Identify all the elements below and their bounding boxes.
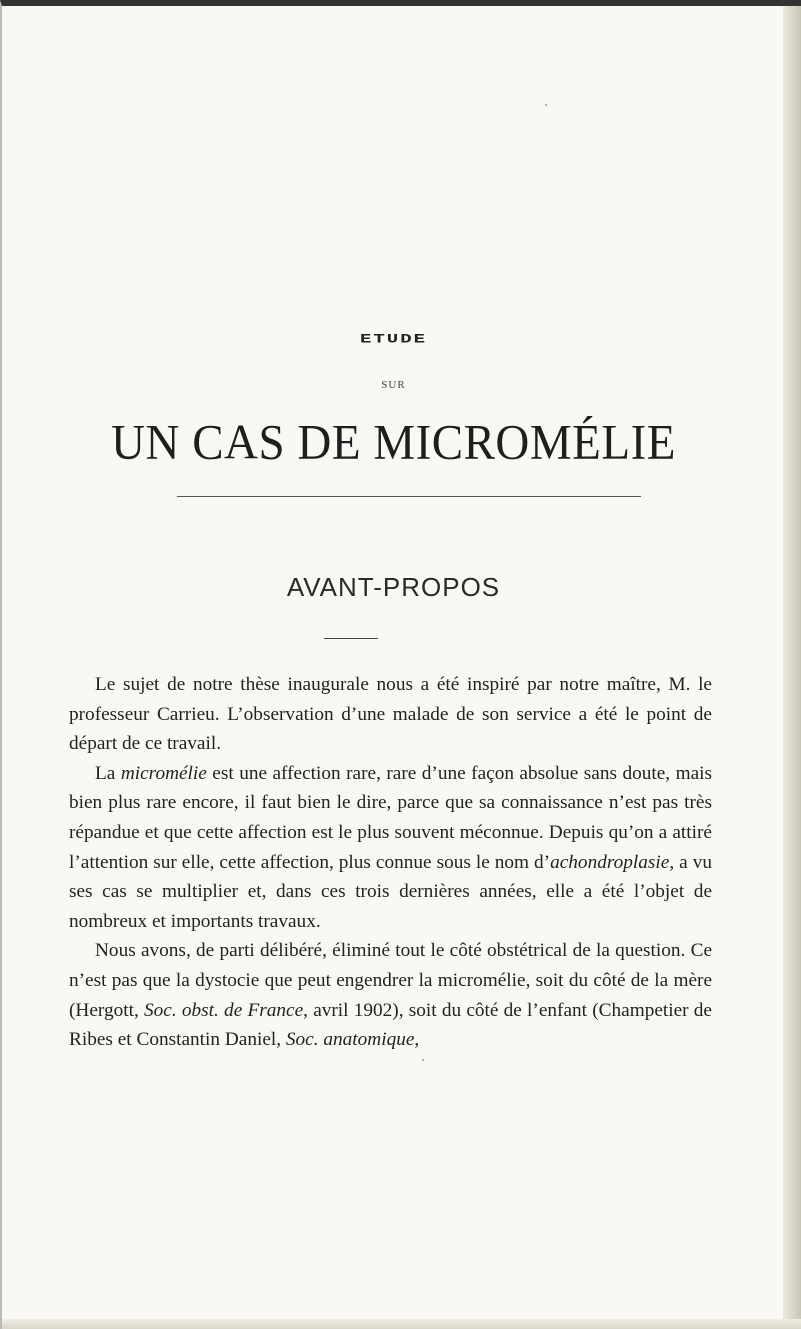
- italic-term: Soc. obst. de France: [144, 999, 304, 1021]
- italic-term: micromélie: [120, 762, 207, 784]
- text-run: est une affection rare, rare d’une façon absolue sans doute, mais bien plus rare encore, il faut bien le dire, parce que sa connaissance n’est pas très répandue et que cette affection est le plus souvent méconnue. Depuis qu’on a attiré l’attention sur elle, cette affection, plus connue sous le nom d’: [69, 762, 713, 873]
- body-text: [69, 670, 712, 1055]
- italic-term: achondroplasie: [550, 851, 670, 873]
- page-edge-shadow: [783, 6, 801, 1329]
- body-paragraph: [69, 670, 712, 759]
- text-run: La: [95, 762, 121, 784]
- section-divider: [324, 638, 378, 639]
- title-divider: [177, 496, 641, 497]
- body-paragraph: [69, 759, 712, 937]
- page-bottom-edge: [2, 1319, 801, 1329]
- paper-speck: [545, 104, 547, 106]
- heading-sur: SUR: [381, 379, 406, 391]
- heading-etude: ETUDE: [359, 331, 427, 347]
- text-run: , avril 1902), soit du côté de l’enfant (Champetier de Ribes et Constantin Daniel,: [69, 999, 712, 1051]
- text-run: Nous avons, de parti délibéré, éliminé tout le côté obstétrical de la question. Ce n’est pas que la dystocie que peut engendrer la micromélie, soit du côté de la mère (Hergott,: [69, 940, 712, 1021]
- paper-speck: [422, 1059, 424, 1061]
- body-paragraph: [69, 936, 712, 1054]
- section-title: AVANT-PROPOS: [286, 572, 501, 602]
- document-title: UN CAS DE MICROMÉLIE: [111, 415, 676, 471]
- text-run: Le sujet de notre thèse inaugurale nous a été inspiré par notre maître, M. le professeur Carrieu. L’observation d’une malade de son service a été le point de départ de ce travail.: [69, 674, 712, 755]
- text-run: ,: [414, 1029, 420, 1051]
- text-run: , a vu ses cas se multiplier et, dans ces trois dernières années, elle a été l’objet de nombreux et importants travaux.: [69, 851, 712, 932]
- italic-term: Soc. anatomique: [285, 1029, 415, 1051]
